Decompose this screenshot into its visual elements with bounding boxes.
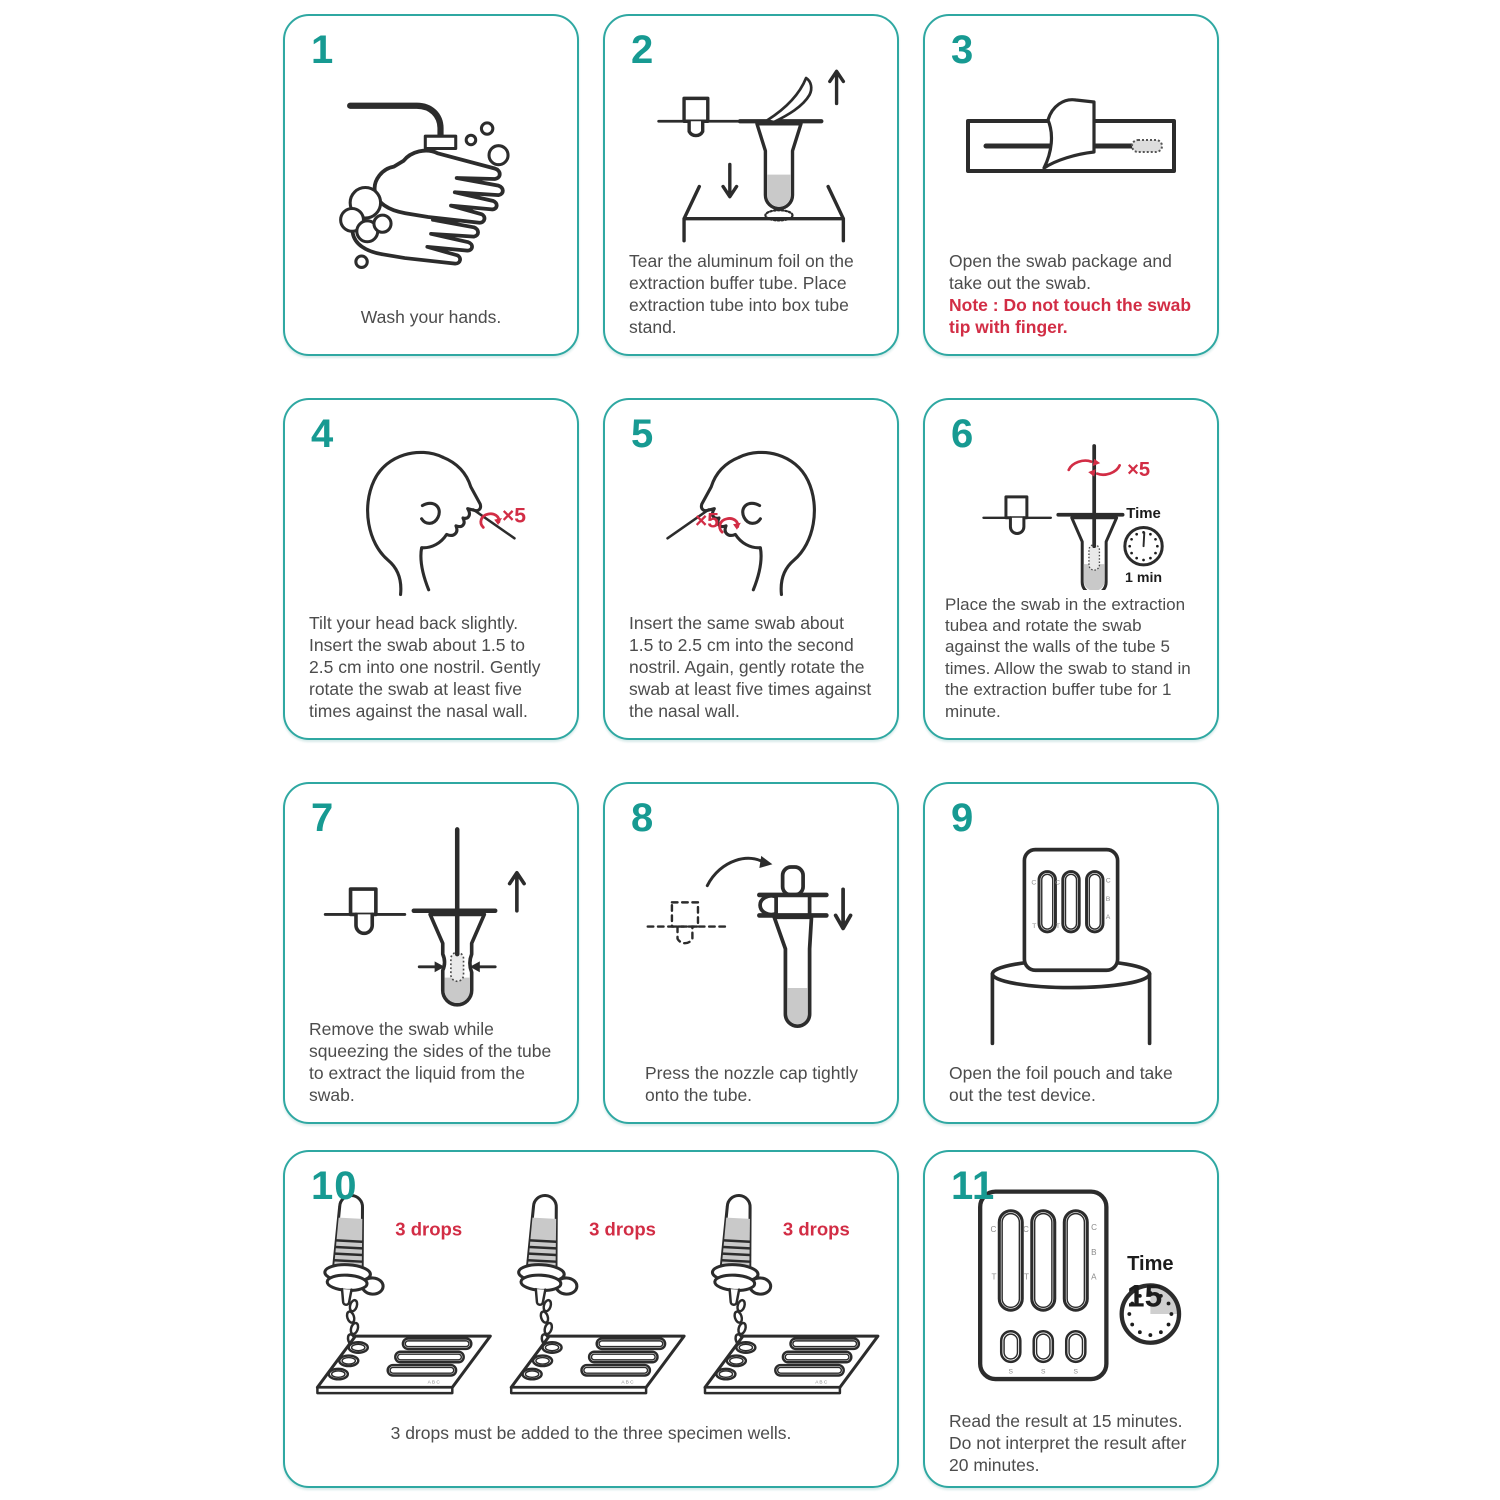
step-caption: Wash your hands. bbox=[360, 306, 502, 327]
step-number: 3 bbox=[951, 28, 975, 72]
time-label: Time bbox=[1127, 1252, 1174, 1275]
cassette-letter: C bbox=[990, 1224, 997, 1234]
cassette-letter: T bbox=[1032, 923, 1037, 931]
time-value: 15 bbox=[1127, 1277, 1163, 1314]
step-number: 9 bbox=[951, 796, 975, 840]
step-number: 8 bbox=[631, 796, 655, 840]
cassette-letter: C bbox=[1055, 879, 1061, 887]
plate-letters: A B C bbox=[621, 1380, 634, 1386]
cassette-letter: A bbox=[1091, 1272, 1097, 1282]
rotate-count-label: ×5 bbox=[502, 504, 527, 528]
drops-label-3: 3 drops bbox=[782, 1218, 850, 1240]
step-3-card bbox=[923, 14, 1219, 356]
cassette-letter: T bbox=[1055, 923, 1061, 931]
step-number: 6 bbox=[951, 412, 975, 456]
head-profile bbox=[668, 452, 815, 594]
swab-tip bbox=[1132, 140, 1162, 152]
step-caption: Place the swab in the extraction tubea and rotate the swab against the walls of the tube 5 times. Allow the swab to stand in the extraction buffer tube for 1 minute. bbox=[945, 594, 1191, 721]
test-cassette bbox=[980, 1192, 1106, 1379]
step-caption: Tear the aluminum foil on the extraction buffer tube. Place extraction tube into box tube stand. bbox=[629, 250, 854, 337]
tube-foil-illustration bbox=[627, 56, 875, 246]
rotate-icon bbox=[481, 514, 502, 528]
tube-squeeze-illustration bbox=[305, 824, 557, 1014]
well-letter: S bbox=[1073, 1368, 1079, 1376]
step-6-card bbox=[923, 398, 1219, 740]
step-10-card bbox=[283, 1150, 899, 1488]
tube-rotate-illustration bbox=[941, 440, 1201, 590]
cassette-letter: T bbox=[991, 1272, 997, 1282]
pouch bbox=[992, 974, 1149, 1043]
extraction-tube bbox=[414, 829, 495, 1004]
step-caption: 3 drops must be added to the three specimen wells. bbox=[390, 1422, 792, 1443]
step-11-card bbox=[923, 1150, 1219, 1488]
timer bbox=[1122, 1253, 1179, 1343]
nasal-swab-left-illustration bbox=[631, 440, 871, 608]
step-5-card bbox=[603, 398, 899, 740]
drop-group-2 bbox=[511, 1194, 684, 1393]
step-4-card bbox=[283, 398, 579, 740]
step-caption: Open the swab package and take out the swab. bbox=[949, 250, 1172, 293]
step-2-card bbox=[603, 14, 899, 356]
step-number: 4 bbox=[311, 412, 335, 456]
step-note: Note : Do not touch the swab tip with finger. bbox=[949, 294, 1192, 337]
well-letter: S bbox=[1008, 1368, 1013, 1376]
handwash-illustration bbox=[306, 81, 556, 276]
step-caption: Read the result at 15 minutes. Do not interpret the result after 20 minutes. bbox=[949, 1410, 1187, 1475]
read-result-illustration bbox=[945, 1184, 1197, 1402]
down-arrow-icon bbox=[723, 164, 737, 196]
capped-tube bbox=[759, 867, 826, 1026]
step-number: 10 bbox=[311, 1164, 358, 1208]
tube-holder bbox=[325, 889, 405, 933]
test-cassette bbox=[1024, 850, 1117, 971]
soap-bubbles bbox=[466, 123, 508, 165]
step-number: 11 bbox=[951, 1164, 996, 1208]
nozzle-tip-cap bbox=[783, 867, 803, 895]
plate-letters: A B C bbox=[815, 1380, 828, 1386]
step-caption: Press the nozzle cap tightly onto the tube. bbox=[645, 1062, 859, 1105]
test-plate bbox=[317, 1336, 490, 1393]
cassette-letter: C bbox=[1105, 877, 1111, 885]
head-profile bbox=[368, 452, 481, 594]
down-arrow-icon bbox=[836, 889, 851, 928]
rotate-count-label: ×5 bbox=[695, 509, 720, 533]
cassette-letter: B bbox=[1105, 895, 1111, 903]
up-arrow-icon bbox=[510, 873, 524, 911]
step-number: 2 bbox=[631, 28, 655, 72]
step-7-card bbox=[283, 782, 579, 1124]
cap-loop bbox=[760, 896, 776, 915]
cassette-letter: A bbox=[1105, 914, 1111, 922]
time-value: 1 min bbox=[1125, 570, 1163, 587]
cassette-letter: C bbox=[1091, 1222, 1097, 1232]
foil-flap bbox=[767, 78, 811, 122]
step-caption: Tilt your head back slightly. Insert the swab about 1.5 to 2.5 cm into one nostril. Gently rotate the swab at least five times against the nasal wall. bbox=[309, 612, 541, 721]
step-1-card bbox=[283, 14, 579, 356]
step-caption: Remove the swab while squeezing the sides of the tube to extract the liquid from the swab. bbox=[309, 1018, 552, 1105]
rotate-count-label: ×5 bbox=[1127, 458, 1151, 481]
well-letter: S bbox=[1041, 1368, 1046, 1376]
timer bbox=[1125, 505, 1162, 586]
swab-tip bbox=[451, 952, 464, 981]
tube-holder bbox=[659, 98, 740, 135]
drops-label-1: 3 drops bbox=[395, 1218, 463, 1240]
dropper-tube bbox=[517, 1194, 582, 1306]
cassette-letter: C bbox=[1023, 1224, 1029, 1234]
step-caption: Insert the same swab about 1.5 to 2.5 cm into the second nostril. Again, gently rotate the swab at least five times against the nasal wall. bbox=[629, 612, 872, 721]
cassette-letter: T bbox=[1023, 1272, 1029, 1282]
swab-tip bbox=[1089, 545, 1099, 570]
foil-pouch-illustration bbox=[948, 835, 1194, 1047]
step-8-card bbox=[603, 782, 899, 1124]
step-caption: Open the foil pouch and take out the test device. bbox=[949, 1062, 1173, 1105]
nasal-swab-right-illustration bbox=[311, 440, 551, 608]
extraction-tube bbox=[740, 78, 821, 208]
step-number: 7 bbox=[311, 796, 335, 840]
dropper-tube bbox=[323, 1194, 388, 1306]
drop-group-1 bbox=[317, 1194, 490, 1393]
step-number: 5 bbox=[631, 412, 655, 456]
ghost-holder bbox=[648, 902, 728, 943]
drops-label-2: 3 drops bbox=[589, 1218, 656, 1240]
step-9-card bbox=[923, 782, 1219, 1124]
time-label: Time bbox=[1126, 504, 1161, 522]
three-drops-illustration bbox=[296, 1186, 886, 1414]
tube-holder bbox=[984, 497, 1051, 534]
plate-letters: A B C bbox=[427, 1380, 440, 1386]
extraction-tube bbox=[1058, 446, 1122, 590]
dropper-tube bbox=[711, 1194, 776, 1306]
swab-package-illustration bbox=[946, 76, 1196, 226]
nozzle-cap-illustration bbox=[626, 841, 876, 1041]
test-plate bbox=[511, 1336, 684, 1393]
up-arrow-icon bbox=[830, 71, 844, 103]
step-10-illustration-area bbox=[285, 1152, 897, 1422]
test-plate bbox=[705, 1336, 878, 1393]
cassette-letter: B bbox=[1091, 1247, 1097, 1257]
step-number: 1 bbox=[311, 28, 335, 72]
drop-group-3 bbox=[705, 1194, 878, 1393]
ear bbox=[743, 503, 761, 523]
curved-arrow-icon bbox=[707, 856, 772, 886]
ear bbox=[422, 503, 440, 523]
cassette-letter: C bbox=[1031, 879, 1037, 887]
